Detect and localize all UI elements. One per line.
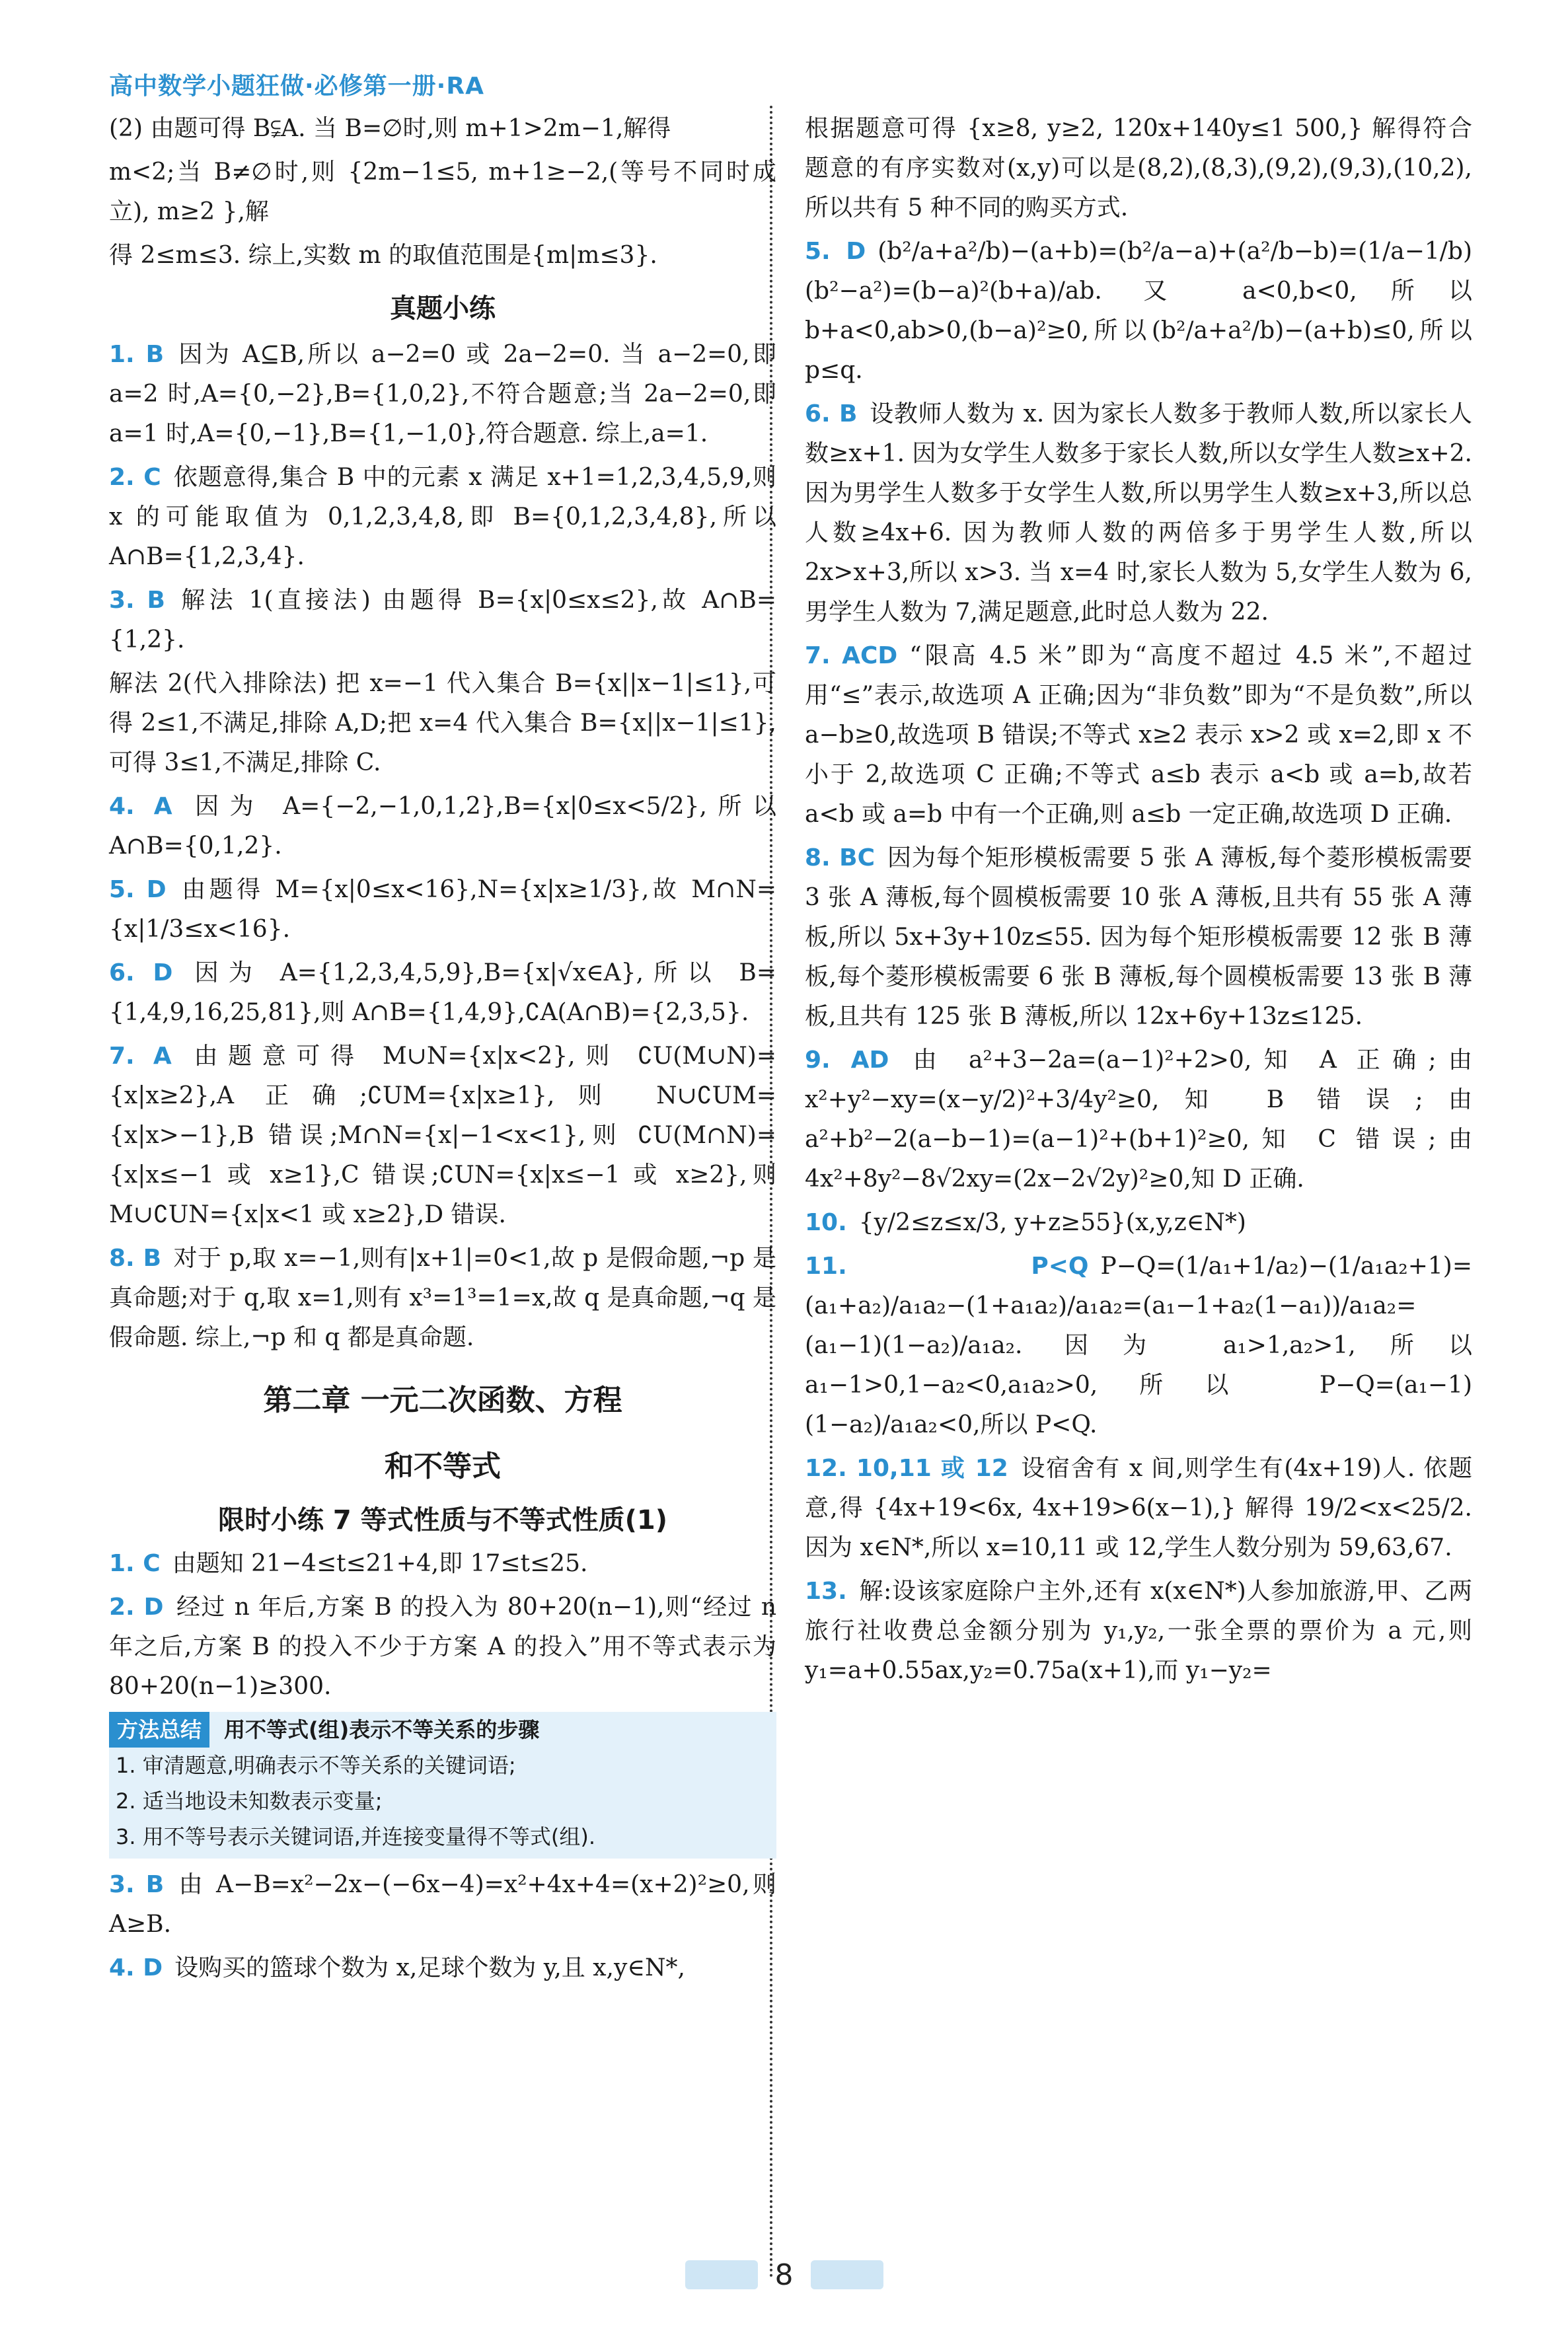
answer-item — [109, 787, 776, 866]
answer-text: 解法 2(代入排除法) 把 x=−1 代入集合 B={x||x−1|≤1},可得 2≤1,不满足,排除 A,D;把 x=4 代入集合 B={x||x−1|≤1},可得 3≤1,不满足,排除 C. — [109, 670, 776, 776]
answer-label: 10. — [805, 1209, 847, 1236]
answer-text: 因为 A⊆B,所以 a−2=0 或 2a−2=0. 当 a−2=0,即 a=2 时,A={0,−2},B={1,0,2},不符合题意;当 2a−2=0,即 a=1 时,A={0,−1},B={1,−1,0},符合题意. 综上,a=1. — [109, 341, 776, 447]
answer-item — [805, 1203, 1472, 1243]
answer-text: 因为 A={1,2,3,4,5,9},B={x|√x∈A},所以 B={1,4,9,16,25,81},则 A∩B={1,4,9},∁A(A∩B)={2,3,5}. — [109, 959, 776, 1026]
answer-label: 4. D — [109, 1954, 163, 1981]
answer-item — [805, 1449, 1472, 1568]
page-number: 8 — [774, 2258, 794, 2292]
answer-item — [109, 953, 776, 1033]
answer-item — [805, 394, 1472, 632]
answer-label: 3. B — [109, 1871, 165, 1898]
answer-label: 1. C — [109, 1550, 161, 1577]
answer-text: 对于 p,取 x=−1,则有|x+1|=0<1,故 p 是假命题,¬p 是真命题;对于 q,取 x=1,则有 x³=1³=1=x,故 q 是真命题,¬q 是假命题. 综上,¬p 和 q 都是真命题. — [109, 1245, 777, 1351]
answer-item — [805, 838, 1472, 1037]
answer-item — [109, 1865, 776, 1944]
answer-label: 13. — [805, 1578, 847, 1605]
answer-text: 设教师人数为 x. 因为家长人数多于教师人数,所以家长人数≥x+1. 因为女学生人数多于家长人数,所以女学生人数≥x+2. 因为男学生人数多于女学生人数,所以男学生人数≥x+3,所以总人数≥4x+6. 因为教师人数的两倍多于男学生人数,所以 2x>x+3,所以 x>3. 当 x=4 时,家长人数为 5,女学生人数为 6,男学生人数为 7,满足题意,此时总人数为 22. — [805, 400, 1473, 626]
answer-item — [805, 636, 1472, 834]
answer-label: 1. B — [109, 341, 165, 368]
answer-text: 设宿舍有 x 间,则学生有(4x+19)人. 依题意,得 {4x+19<6x, 4x+19>6(x−1),} 解得 19/2<x<25/2. 因为 x∈N*,所以 x=10,11 或 12,学生人数分别为 59,63,67. — [805, 1455, 1472, 1561]
answer-item — [109, 870, 776, 949]
method-summary-tag: 方法总结 — [109, 1712, 209, 1748]
book-header-title: 高中数学小题狂做·必修第一册·RA — [109, 73, 484, 100]
answer-item — [805, 1247, 1472, 1445]
answer-item — [109, 1588, 776, 1707]
answer-text: 设购买的篮球个数为 x,足球个数为 y,且 x,y∈N*, — [174, 1954, 685, 1981]
answer-item — [109, 1239, 776, 1358]
chapter-subtitle: 和不等式 — [385, 1450, 501, 1483]
right-column — [805, 109, 1472, 1695]
intro-line: (2) 由题可得 B⫋A. 当 B=∅时,则 m+1>2m−1,解得 — [109, 115, 671, 142]
answer-item — [805, 1041, 1472, 1199]
answer-label: 6. D — [109, 959, 173, 986]
answer-label: 2. D — [109, 1594, 164, 1621]
answer-text: P−Q=(1/a₁+1/a₂)−(1/a₁a₂+1)=(a₁+a₂)/a₁a₂−(1+a₁a₂)/a₁a₂=(a₁−1+a₂(1−a₁))/a₁a₂=(a₁−1)(1−a₂)/a₁a₂. 因为 a₁>1,a₂>1,所以 a₁−1>0,1−a₂<0,a₁a₂>0,所以 P−Q=(a₁−1)(1−a₂)/a₁a₂<0,所以 P<Q. — [805, 1253, 1472, 1438]
answer-item — [109, 1544, 776, 1584]
answer-label: 7. A — [109, 1043, 172, 1070]
answer-label: 11. P<Q — [805, 1253, 1089, 1280]
answer-label: 3. B — [109, 587, 165, 614]
method-step: 2. 适当地设未知数表示变量; — [116, 1789, 383, 1814]
answer-item — [805, 109, 1472, 228]
answer-label: 8. BC — [805, 844, 876, 871]
set-square-icon — [811, 2260, 883, 2289]
answer-item — [109, 664, 776, 783]
method-step: 3. 用不等号表示关键词语,并连接变量得不等式(组). — [116, 1824, 596, 1849]
method-summary-header — [109, 1712, 776, 1748]
answer-label: 12. 10,11 或 12 — [805, 1455, 1008, 1482]
answer-item — [109, 458, 776, 577]
answer-text: 解:设该家庭除户主外,还有 x(x∈N*)人参加旅游,甲、乙两旅行社收费总金额分别为 y₁,y₂,一张全票的票价为 a 元,则 y₁=a+0.55ax,y₂=0.75a(x+1),而 y₁−y₂= — [805, 1578, 1472, 1684]
section-title: 真题小练 — [390, 293, 496, 324]
answer-label: 6. B — [805, 400, 858, 427]
answer-text: 依题意得,集合 B 中的元素 x 满足 x+1=1,2,3,4,5,9,则 x 的可能取值为 0,1,2,3,4,8,即 B={0,1,2,3,4,8},所以 A∩B={1,2,3,4}. — [109, 464, 776, 570]
answer-text: 解法 1(直接法) 由题得 B={x|0≤x≤2},故 A∩B={1,2}. — [109, 587, 776, 653]
answer-text: 因为 A={−2,−1,0,1,2},B={x|0≤x<5/2},所以 A∩B={0,1,2}. — [109, 793, 776, 860]
answer-item — [805, 232, 1472, 390]
intro-line: 得 2≤m≤3. 综上,实数 m 的取值范围是{m|m≤3}. — [109, 242, 657, 269]
answer-text: 经过 n 年后,方案 B 的投入为 80+20(n−1),则“经过 n 年之后,方案 B 的投入不少于方案 A 的投入”用不等式表示为 80+20(n−1)≥300. — [109, 1594, 777, 1700]
intro-line: m<2;当 B≠∅时,则 {2m−1≤5, m+1≥−2,(等号不同时成立), m≥2 },解 — [109, 159, 776, 225]
answer-text: 由题得 M={x|0≤x<16},N={x|x≥1/3},故 M∩N={x|1/3≤x<16}. — [109, 876, 776, 943]
answer-item — [109, 335, 776, 454]
answer-text: 根据题意可得 {x≥8, y≥2, 120x+140y≤1 500,} 解得符合题意的有序实数对(x,y)可以是(8,2),(8,3),(9,2),(9,3),(10,2),所以共有 5 种不同的购买方式. — [805, 115, 1472, 221]
answer-item — [109, 1037, 776, 1235]
answer-text: 由题知 21−4≤t≤21+4,即 17≤t≤25. — [172, 1550, 588, 1577]
answer-text: 由 a²+3−2a=(a−1)²+2>0,知 A 正确;由 x²+y²−xy=(x−y/2)²+3/4y²≥0,知 B 错误;由 a²+b²−2(a−b−1)=(a−1)²+(b+1)²≥0,知 C 错误;由 4x²+8y²−8√2xy=(2x−2√2y)²≥0,知 D 正确. — [805, 1047, 1472, 1193]
method-summary-box — [109, 1712, 776, 1859]
method-summary-heading: 用不等式(组)表示不等关系的步骤 — [224, 1717, 540, 1742]
answer-label: 2. C — [109, 464, 161, 491]
answer-item — [109, 581, 776, 660]
answer-text: {y/2≤z≤x/3, y+z≥55}(x,y,z∈N*) — [858, 1209, 1246, 1236]
answer-item — [805, 1572, 1472, 1691]
answer-text: 因为每个矩形模板需要 5 张 A 薄板,每个菱形模板需要 3 张 A 薄板,每个圆模板需要 10 张 A 薄板,且共有 55 张 A 薄板,所以 5x+3y+10z≤55. 因为每个矩形模板需要 12 张 B 薄板,每个菱形模板需要 6 张 B 薄板,每个圆模板需要 13 张 B 薄板,且共有 125 张 B 薄板,所以 12x+6y+13z≤125. — [805, 844, 1472, 1030]
answer-item — [109, 1948, 776, 1988]
answer-text: 由 A−B=x²−2x−(−6x−4)=x²+4x+4=(x+2)²≥0,则 A≥B. — [109, 1871, 776, 1938]
answer-label: 5. D — [109, 876, 167, 903]
drill-title: 限时小练 7 等式性质与不等式性质(1) — [217, 1505, 668, 1535]
answer-label: 7. ACD — [805, 642, 898, 669]
answer-label: 8. B — [109, 1245, 162, 1272]
method-step: 1. 审清题意,明确表示不等关系的关键词语; — [116, 1753, 516, 1778]
protractor-icon — [685, 2260, 758, 2289]
answer-text: 由题意可得 M∪N={x|x<2},则 ∁U(M∪N)={x|x≥2},A 正确;∁UM={x|x≥1},则 N∪∁UM={x|x>−1},B 错误;M∩N={x|−1<x<1},则 ∁U(M∩N)={x|x≤−1 或 x≥1},C 错误;∁UN={x|x≤−1 或 x≥2},则 M∪∁UN={x|x<1 或 x≥2},D 错误. — [109, 1043, 776, 1228]
chapter-title: 第二章 一元二次函数、方程 — [263, 1384, 622, 1417]
answer-text: “限高 4.5 米”即为“高度不超过 4.5 米”,不超过用“≤”表示,故选项 A 正确;因为“非负数”即为“不是负数”,所以 a−b≥0,故选项 B 错误;不等式 x≥2 表示 x>2 或 x=2,即 x 不小于 2,故选项 C 正确;不等式 a≤b 表示 a<b 或 a=b,故若 a<b 或 a=b 中有一个正确,则 a≤b 一定正确,故选项 D 正确. — [805, 642, 1472, 828]
answer-label: 4. A — [109, 793, 172, 820]
left-column — [109, 109, 776, 1992]
answer-label: 5. D — [805, 238, 866, 265]
page-footer — [0, 2252, 1568, 2298]
answer-label: 9. AD — [805, 1047, 889, 1074]
answer-text: (b²/a+a²/b)−(a+b)=(b²/a−a)+(a²/b−b)=(1/a−1/b)(b²−a²)=(b−a)²(b+a)/ab. 又 a<0,b<0,所以 b+a<0,ab>0,(b−a)²≥0,所以(b²/a+a²/b)−(a+b)≤0,所以 p≤q. — [805, 238, 1472, 384]
